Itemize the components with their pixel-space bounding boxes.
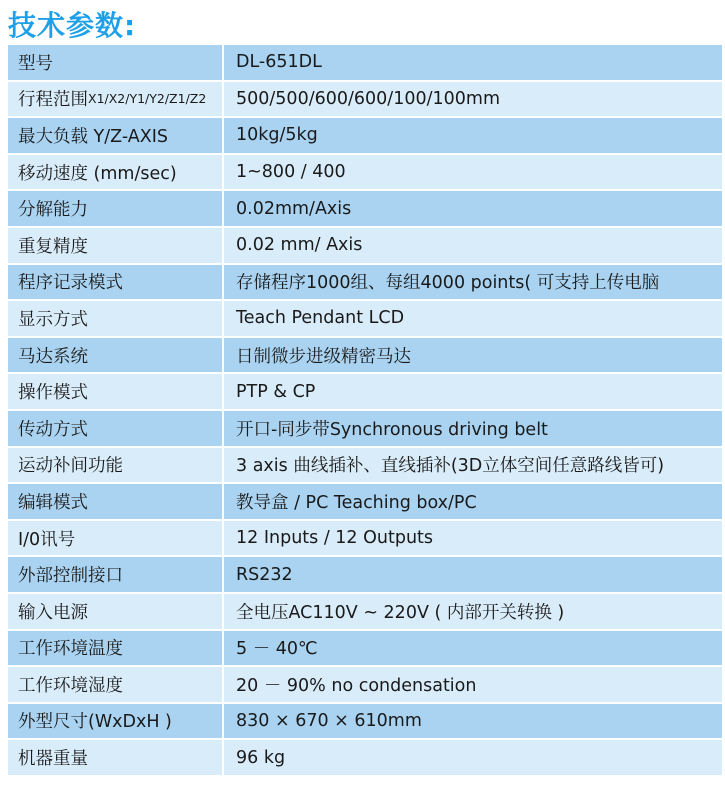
spec-label: 程序记录模式 <box>8 265 224 300</box>
spec-value: 830 × 670 × 610mm <box>224 704 722 739</box>
table-row <box>8 631 722 668</box>
table-row <box>8 411 722 448</box>
spec-label: 工作环境温度 <box>8 631 224 666</box>
spec-value: 5 － 40℃ <box>224 631 722 666</box>
spec-value: 500/500/600/600/100/100mm <box>224 82 722 117</box>
table-row <box>8 557 722 594</box>
table-row <box>8 740 722 777</box>
spec-value: PTP & CP <box>224 374 722 409</box>
spec-label: 运动补间功能 <box>8 448 224 483</box>
table-row <box>8 448 722 485</box>
spec-label: 外部控制接口 <box>8 557 224 592</box>
table-row <box>8 265 722 302</box>
spec-value: DL-651DL <box>224 45 722 80</box>
table-row <box>8 45 722 82</box>
spec-value: 10kg/5kg <box>224 118 722 153</box>
table-row <box>8 118 722 155</box>
table-row <box>8 667 722 704</box>
table-row <box>8 82 722 119</box>
spec-label: 外型尺寸(WxDxH ) <box>8 704 224 739</box>
spec-label: 分解能力 <box>8 191 224 226</box>
spec-label: 型号 <box>8 45 224 80</box>
spec-value: 存储程序1000组、每组4000 points( 可支持上传电脑 <box>224 265 722 300</box>
spec-label: I/0讯号 <box>8 521 224 556</box>
page-title: 技术参数: <box>8 9 137 42</box>
spec-value: RS232 <box>224 557 722 592</box>
table-row <box>8 155 722 192</box>
spec-label: 移动速度 (mm/sec) <box>8 155 224 190</box>
spec-label: 行程范围 X1/X2/Y1/Y2/Z1/Z2 <box>8 82 224 117</box>
spec-value: 12 Inputs / 12 Outputs <box>224 521 722 556</box>
spec-value: 3 axis 曲线插补、直线插补(3D立体空间任意路线皆可) <box>224 448 722 483</box>
table-row <box>8 484 722 521</box>
spec-label: 重复精度 <box>8 228 224 263</box>
table-row <box>8 374 722 411</box>
spec-value: 开口-同步带Synchronous driving belt <box>224 411 722 446</box>
spec-table <box>8 44 722 777</box>
spec-value: 96 kg <box>224 740 722 775</box>
spec-value: 0.02mm/Axis <box>224 191 722 226</box>
table-row <box>8 228 722 265</box>
spec-label: 最大负载 Y/Z-AXIS <box>8 118 224 153</box>
spec-value: Teach Pendant LCD <box>224 301 722 336</box>
spec-label: 操作模式 <box>8 374 224 409</box>
table-row <box>8 704 722 741</box>
table-row <box>8 338 722 375</box>
table-row <box>8 521 722 558</box>
table-row <box>8 191 722 228</box>
spec-label: 输入电源 <box>8 594 224 629</box>
spec-value: 日制微步进级精密马达 <box>224 338 722 373</box>
spec-value: 0.02 mm/ Axis <box>224 228 722 263</box>
spec-value: 教导盒 / PC Teaching box/PC <box>224 484 722 519</box>
table-row <box>8 594 722 631</box>
spec-label: 编辑模式 <box>8 484 224 519</box>
spec-value: 1~800 / 400 <box>224 155 722 190</box>
table-row <box>8 301 722 338</box>
spec-label: 机器重量 <box>8 740 224 775</box>
spec-label: 工作环境湿度 <box>8 667 224 702</box>
spec-value: 20 － 90% no condensation <box>224 667 722 702</box>
spec-label: 马达系统 <box>8 338 224 373</box>
spec-value: 全电压AC110V ~ 220V ( 内部开关转换 ) <box>224 594 722 629</box>
spec-label: 传动方式 <box>8 411 224 446</box>
spec-label: 显示方式 <box>8 301 224 336</box>
